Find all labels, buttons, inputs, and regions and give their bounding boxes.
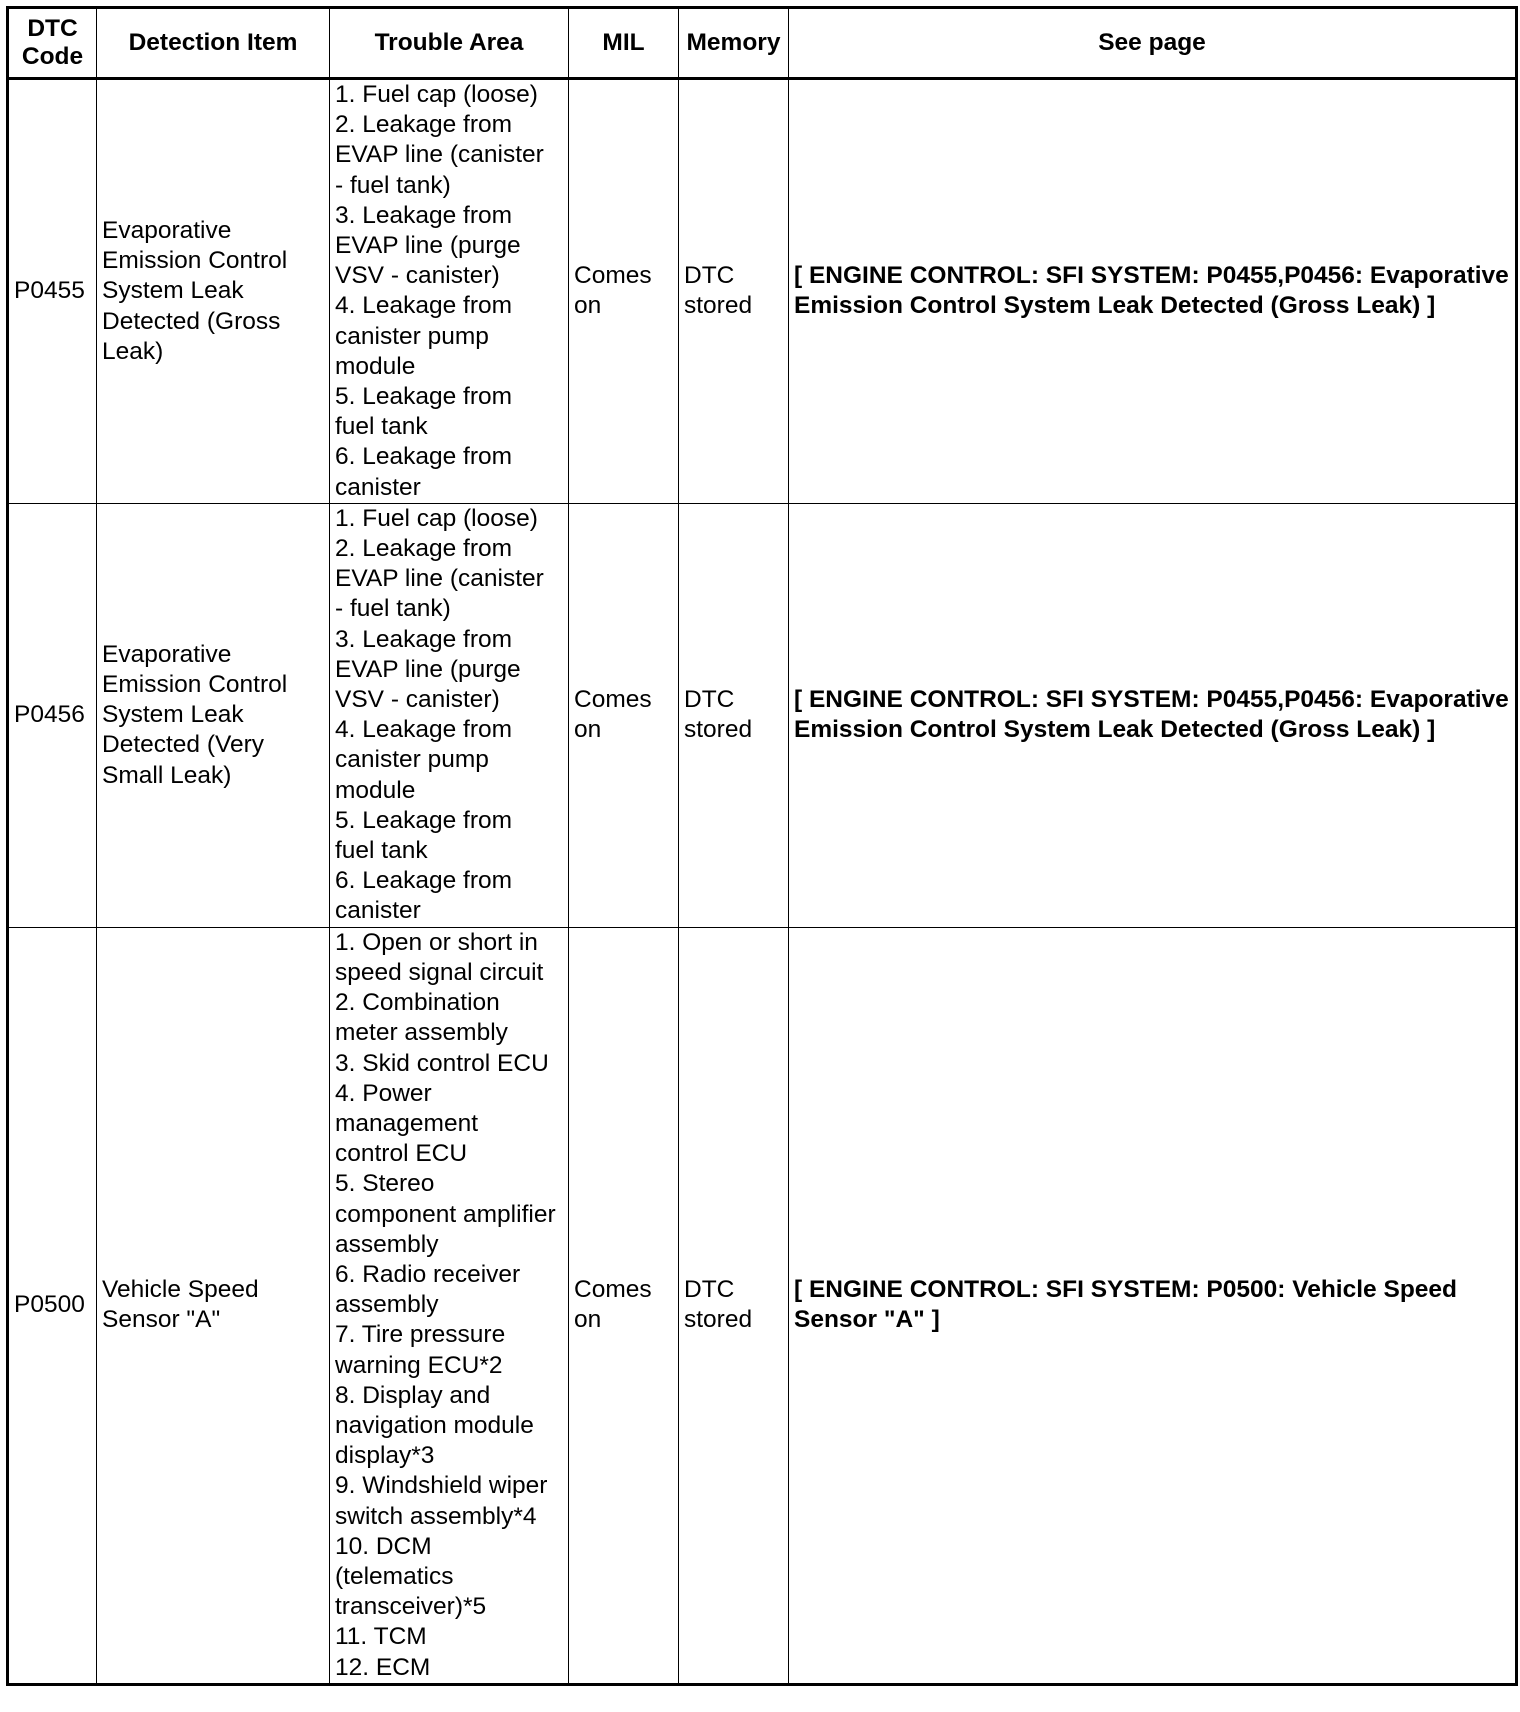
trouble-line: assembly bbox=[335, 1291, 439, 1319]
trouble-line: 5. Leakage from bbox=[335, 383, 513, 411]
mil-cell: Comes on bbox=[569, 927, 679, 1684]
trouble-line: management bbox=[335, 1109, 479, 1137]
trouble-area-cell bbox=[330, 79, 569, 504]
detection-item-cell: Vehicle Speed Sensor "A" bbox=[97, 927, 330, 1684]
header-detection-item: Detection Item bbox=[97, 8, 330, 79]
trouble-line: speed signal circuit bbox=[335, 958, 544, 986]
header-see-page: See page bbox=[789, 8, 1517, 79]
trouble-line: EVAP line (canister bbox=[335, 141, 544, 169]
dtc-code-cell: P0455 bbox=[8, 79, 97, 504]
see-page-link[interactable]: [ ENGINE CONTROL: SFI SYSTEM: P0455,P0456: Evaporative Emission Control System Leak Detected (Gross Leak) ] bbox=[789, 79, 1517, 504]
trouble-area-cell bbox=[330, 927, 569, 1684]
trouble-line: VSV - canister) bbox=[335, 686, 500, 714]
dtc-code-cell: P0456 bbox=[8, 503, 97, 927]
dtc-code-cell: P0500 bbox=[8, 927, 97, 1684]
trouble-line: 2. Leakage from bbox=[335, 111, 513, 139]
trouble-line: display*3 bbox=[335, 1442, 435, 1470]
trouble-line: 12. ECM bbox=[335, 1653, 431, 1681]
trouble-line: EVAP line (canister bbox=[335, 565, 544, 593]
table-row bbox=[8, 503, 1517, 927]
dtc-table bbox=[6, 6, 1518, 1686]
trouble-line: control ECU bbox=[335, 1140, 468, 1168]
trouble-line: 7. Tire pressure bbox=[335, 1321, 506, 1349]
trouble-line: module bbox=[335, 352, 416, 380]
trouble-line: fuel tank bbox=[335, 413, 428, 441]
trouble-line: canister pump bbox=[335, 322, 489, 350]
trouble-line: 6. Leakage from bbox=[335, 443, 513, 471]
trouble-line: switch assembly*4 bbox=[335, 1502, 537, 1530]
trouble-line: 4. Leakage from bbox=[335, 716, 513, 744]
trouble-line: fuel tank bbox=[335, 837, 428, 865]
header-mil: MIL bbox=[569, 8, 679, 79]
table-row bbox=[8, 927, 1517, 1684]
trouble-line: 1. Open or short in bbox=[335, 928, 538, 956]
trouble-line: assembly bbox=[335, 1230, 439, 1258]
mil-cell: Comes on bbox=[569, 503, 679, 927]
trouble-line: transceiver)*5 bbox=[335, 1593, 487, 1621]
header-trouble-area: Trouble Area bbox=[330, 8, 569, 79]
trouble-line: - fuel tank) bbox=[335, 595, 451, 623]
trouble-line: 3. Leakage from bbox=[335, 201, 513, 229]
trouble-line: 11. TCM bbox=[335, 1623, 427, 1651]
mil-cell: Comes on bbox=[569, 79, 679, 504]
trouble-line: (telematics bbox=[335, 1562, 454, 1590]
trouble-line: 5. Leakage from bbox=[335, 806, 513, 834]
header-dtc-code: DTC Code bbox=[8, 8, 97, 79]
trouble-line: 3. Skid control ECU bbox=[335, 1049, 549, 1077]
trouble-area-cell bbox=[330, 503, 569, 927]
memory-cell: DTC stored bbox=[679, 503, 789, 927]
trouble-line: 4. Leakage from bbox=[335, 292, 513, 320]
trouble-line: warning ECU*2 bbox=[335, 1351, 503, 1379]
trouble-line: 6. Radio receiver bbox=[335, 1260, 521, 1288]
trouble-line: 5. Stereo bbox=[335, 1170, 435, 1198]
trouble-line: 8. Display and bbox=[335, 1381, 491, 1409]
trouble-line: 2. Leakage from bbox=[335, 535, 513, 563]
trouble-line: meter assembly bbox=[335, 1019, 508, 1047]
header-memory: Memory bbox=[679, 8, 789, 79]
trouble-line: 3. Leakage from bbox=[335, 625, 513, 653]
trouble-line: 4. Power bbox=[335, 1079, 432, 1107]
trouble-line: EVAP line (purge bbox=[335, 655, 521, 683]
trouble-line: canister bbox=[335, 897, 421, 925]
see-page-link[interactable]: [ ENGINE CONTROL: SFI SYSTEM: P0455,P0456: Evaporative Emission Control System Leak Detected (Gross Leak) ] bbox=[789, 503, 1517, 927]
trouble-line: navigation module bbox=[335, 1411, 534, 1439]
trouble-line: 2. Combination bbox=[335, 989, 500, 1017]
trouble-line: 1. Fuel cap (loose) bbox=[335, 504, 538, 532]
trouble-line: canister pump bbox=[335, 746, 489, 774]
trouble-line: canister bbox=[335, 473, 421, 501]
memory-cell: DTC stored bbox=[679, 79, 789, 504]
detection-item-cell: Evaporative Emission Control System Leak Detected (Gross Leak) bbox=[97, 79, 330, 504]
memory-cell: DTC stored bbox=[679, 927, 789, 1684]
trouble-line: 6. Leakage from bbox=[335, 867, 513, 895]
trouble-line: - fuel tank) bbox=[335, 171, 451, 199]
table-row bbox=[8, 79, 1517, 504]
trouble-line: module bbox=[335, 776, 416, 804]
trouble-line: VSV - canister) bbox=[335, 262, 500, 290]
see-page-link[interactable]: [ ENGINE CONTROL: SFI SYSTEM: P0500: Vehicle Speed Sensor "A" ] bbox=[789, 927, 1517, 1684]
trouble-line: 1. Fuel cap (loose) bbox=[335, 81, 538, 108]
trouble-line: 9. Windshield wiper bbox=[335, 1472, 548, 1500]
trouble-line: EVAP line (purge bbox=[335, 232, 521, 260]
detection-item-cell: Evaporative Emission Control System Leak Detected (Very Small Leak) bbox=[97, 503, 330, 927]
trouble-line: component amplifier bbox=[335, 1200, 556, 1228]
trouble-line: 10. DCM bbox=[335, 1532, 432, 1560]
header-row bbox=[8, 8, 1517, 79]
